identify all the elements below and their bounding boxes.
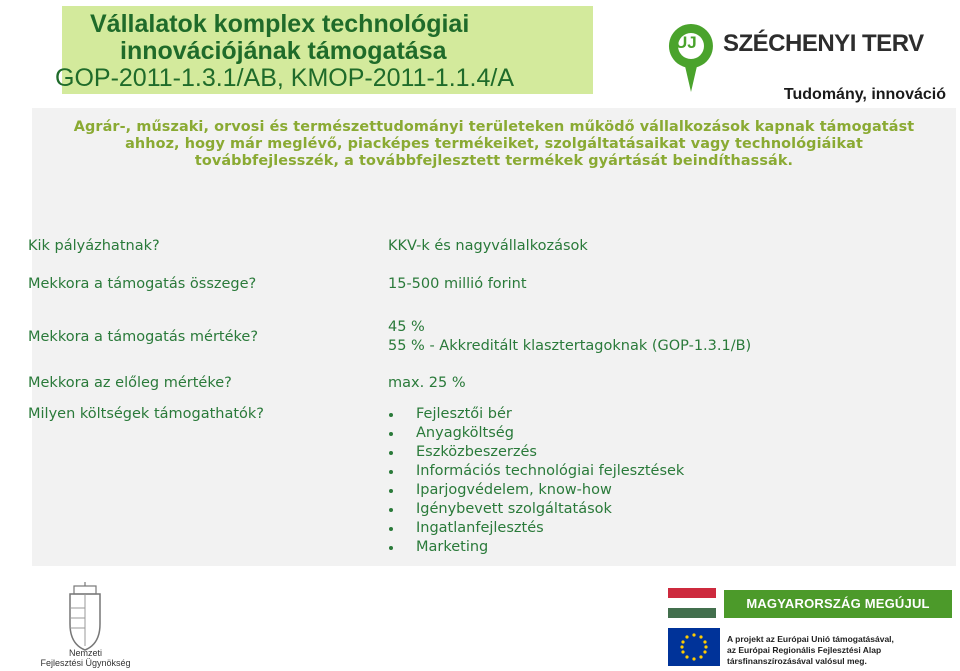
agency-line-1: Nemzeti [68,648,102,658]
cost-item: Marketing [416,539,489,555]
agency-line-2: Fejlesztési Ügynökség [40,658,131,668]
intro-line-3: továbbfejlesszék, a továbbfejlesztett termékek gyártását beindíthassák. [194,153,794,169]
bullet-dot [389,489,393,493]
bullet-dot [389,451,393,455]
logo-uj-text: ÚJ [675,33,697,52]
cost-item: Anyagköltség [416,425,514,441]
banner-text: MAGYARORSZÁG MEGÚJUL [746,596,930,611]
eu-line-3: társfinanszírozásával valósul meg. [727,656,867,666]
title-line-2: innovációjának támogatása [120,37,447,65]
agency-name [38,648,133,668]
bullet-dot [389,546,393,550]
cost-item: Eszközbeszerzés [416,444,537,460]
question-amount: Mekkora a támogatás összege? [28,276,257,292]
answer-who: KKV-k és nagyvállalkozások [388,238,588,254]
title-code: GOP-2011-1.3.1/AB, KMOP-2011-1.1.4/A [55,64,515,92]
answer-rate: 45 % [388,319,425,335]
question-costs: Milyen költségek támogathatók? [28,406,265,422]
logo-text: SZÉCHENYI TERV [723,30,924,57]
question-rate: Mekkora a támogatás mértéke? [28,329,259,345]
intro-line-2: ahhoz, hogy már meglévő, piacképes termékeiket, szolgáltatásaikat vagy technológiáikat [125,136,863,152]
cost-item: Ingatlanfejlesztés [416,520,544,536]
bullet-dot [389,508,393,512]
hungary-flag-icon [668,588,716,618]
intro-line-1: Agrár-, műszaki, orvosi és természettudományi területeken működő vállalkozások kapnak támogatást [73,119,915,135]
title-line-1: Vállalatok komplex technológiai [90,10,470,38]
eu-statement [727,634,894,667]
answer-advance: max. 25 % [388,375,466,391]
cost-item: Információs technológiai fejlesztések [416,463,685,479]
answer-amount: 15-500 millió forint [388,276,527,292]
bullet-dot [389,432,393,436]
question-who: Kik pályázhatnak? [28,238,160,254]
cost-item: Igénybevett szolgáltatások [416,501,612,517]
cost-item: Iparjogvédelem, know-how [416,482,612,498]
bullet-dot [389,470,393,474]
answer-rate-cluster: 55 % - Akkreditált klasztertagoknak (GOP-1.3.1/B) [388,338,752,354]
intro-text [32,119,956,170]
eu-flag-icon [668,628,720,666]
cost-item: Fejlesztői bér [416,406,512,422]
subtitle: Tudomány, innováció [783,86,946,103]
question-advance: Mekkora az előleg mértéke? [28,375,232,391]
bullet-dot [389,527,393,531]
bullet-dot [389,413,393,417]
eu-line-1: A projekt az Európai Unió támogatásával, [727,634,894,644]
eu-line-2: az Európai Regionális Fejlesztési Alap [727,645,882,655]
banner [724,590,952,618]
